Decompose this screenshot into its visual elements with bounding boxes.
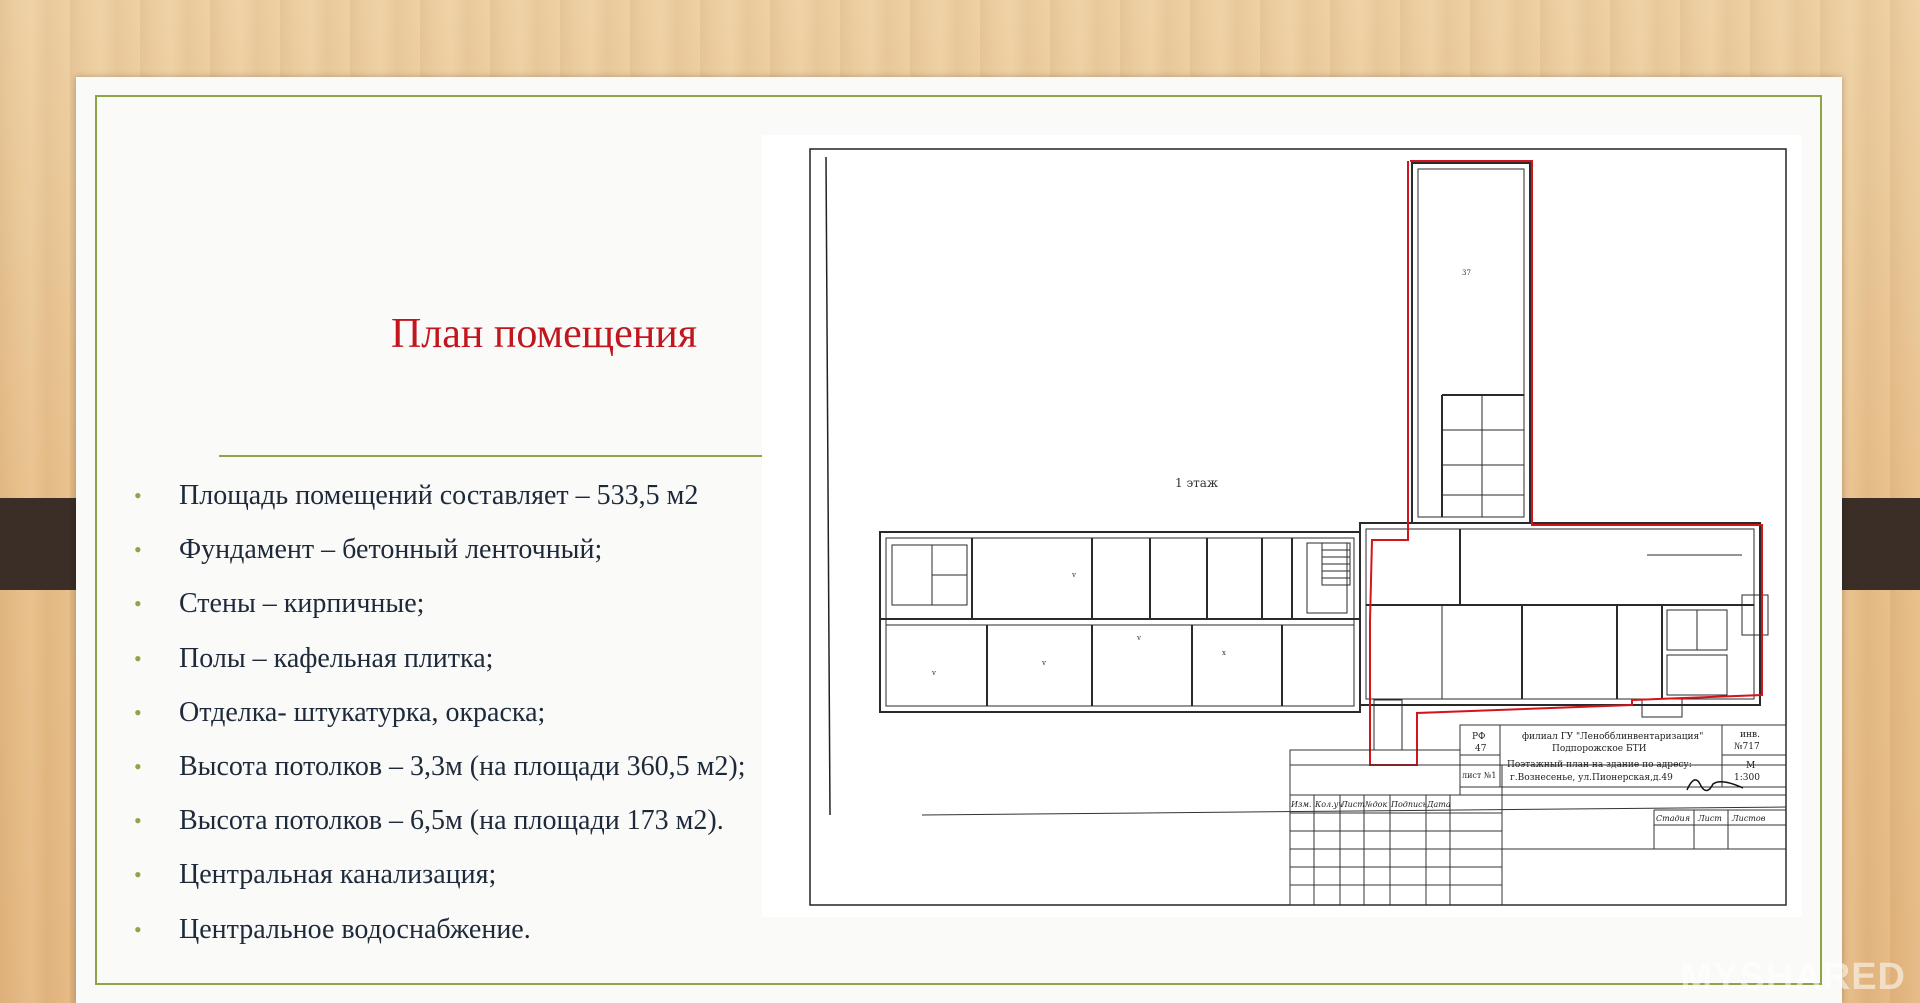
stamp-col-date: Дата (1427, 800, 1451, 809)
stamp-sheet: Лист (1698, 814, 1722, 823)
stamp-inv-value: №717 (1734, 742, 1760, 752)
stamp-col-sign: Подпись (1391, 800, 1428, 809)
stamp-col-izm: Изм. (1291, 800, 1312, 809)
stamp-inv-label: инв. (1740, 730, 1760, 740)
floor-label: 1 этаж (1175, 476, 1219, 490)
floor-plan-image (762, 135, 1802, 917)
stamp-org-line2: Подпорожское БТИ (1552, 744, 1647, 754)
stamp-sheets: Листов (1732, 814, 1766, 823)
bullet-dot-icon: • (134, 645, 142, 671)
stamp-rf-label: РФ (1472, 732, 1486, 742)
premises-outline (1370, 161, 1762, 765)
bullet-dot-icon: • (134, 753, 142, 779)
slide (76, 77, 1842, 1003)
bullet-text: Центральная канализация; (179, 859, 497, 891)
svg-text:37: 37 (1462, 269, 1471, 277)
svg-text:v: v (932, 669, 936, 677)
bullet-text: Стены – кирпичные; (179, 588, 425, 620)
stamp-col-list: Лист (1341, 800, 1365, 809)
title-underline (219, 455, 819, 457)
stamp-col-kol: Кол.уч (1315, 800, 1344, 809)
svg-text:v: v (1042, 659, 1046, 667)
bullet-dot-icon: • (134, 916, 142, 942)
stamp-doc-line2: г.Вознесенье, ул.Пионерская,д.49 (1510, 773, 1673, 783)
slide-title: План помещения (390, 311, 698, 357)
bullet-text: Высота потолков – 6,5м (на площади 173 м2). (179, 805, 724, 837)
bullet-text: Высота потолков – 3,3м (на площади 360,5 м2); (179, 750, 746, 782)
stamp-doc-line1: Поэтажный план на здание по адресу: (1507, 760, 1692, 770)
stamp-scale-label: М (1746, 761, 1756, 771)
bullet-text: Площадь помещений составляет – 533,5 м2 (179, 480, 699, 511)
bullet-dot-icon: • (134, 699, 142, 725)
stamp-col-doc: №док (1365, 800, 1388, 809)
bullet-dot-icon: • (134, 483, 142, 508)
bullet-text: Центральное водоснабжение. (179, 913, 531, 945)
bullet-text: Отделка- штукатурка, окраска; (179, 696, 546, 728)
svg-text:x: x (1222, 649, 1226, 657)
bullet-dot-icon: • (134, 862, 142, 888)
stamp-sheet-label: лист №1 (1462, 771, 1497, 780)
bullet-text: Фундамент – бетонный ленточный; (179, 534, 603, 566)
svg-text:v: v (1137, 634, 1141, 642)
bullet-dot-icon: • (134, 591, 142, 617)
stamp-scale-value: 1:300 (1734, 773, 1760, 783)
stamp-stage: Стадия (1656, 814, 1690, 823)
bullet-dot-icon: • (134, 537, 142, 563)
stamp-rf-value: 47 (1475, 744, 1487, 754)
stamp-org-line1: филиал ГУ "Ленобблинвентаризация" (1522, 732, 1704, 742)
bullet-text: Полы – кафельная плитка; (179, 642, 494, 674)
svg-text:v: v (1072, 571, 1076, 579)
bullet-dot-icon: • (134, 808, 142, 834)
watermark: MYSHARED (1680, 956, 1906, 998)
building-walls (880, 163, 1768, 750)
